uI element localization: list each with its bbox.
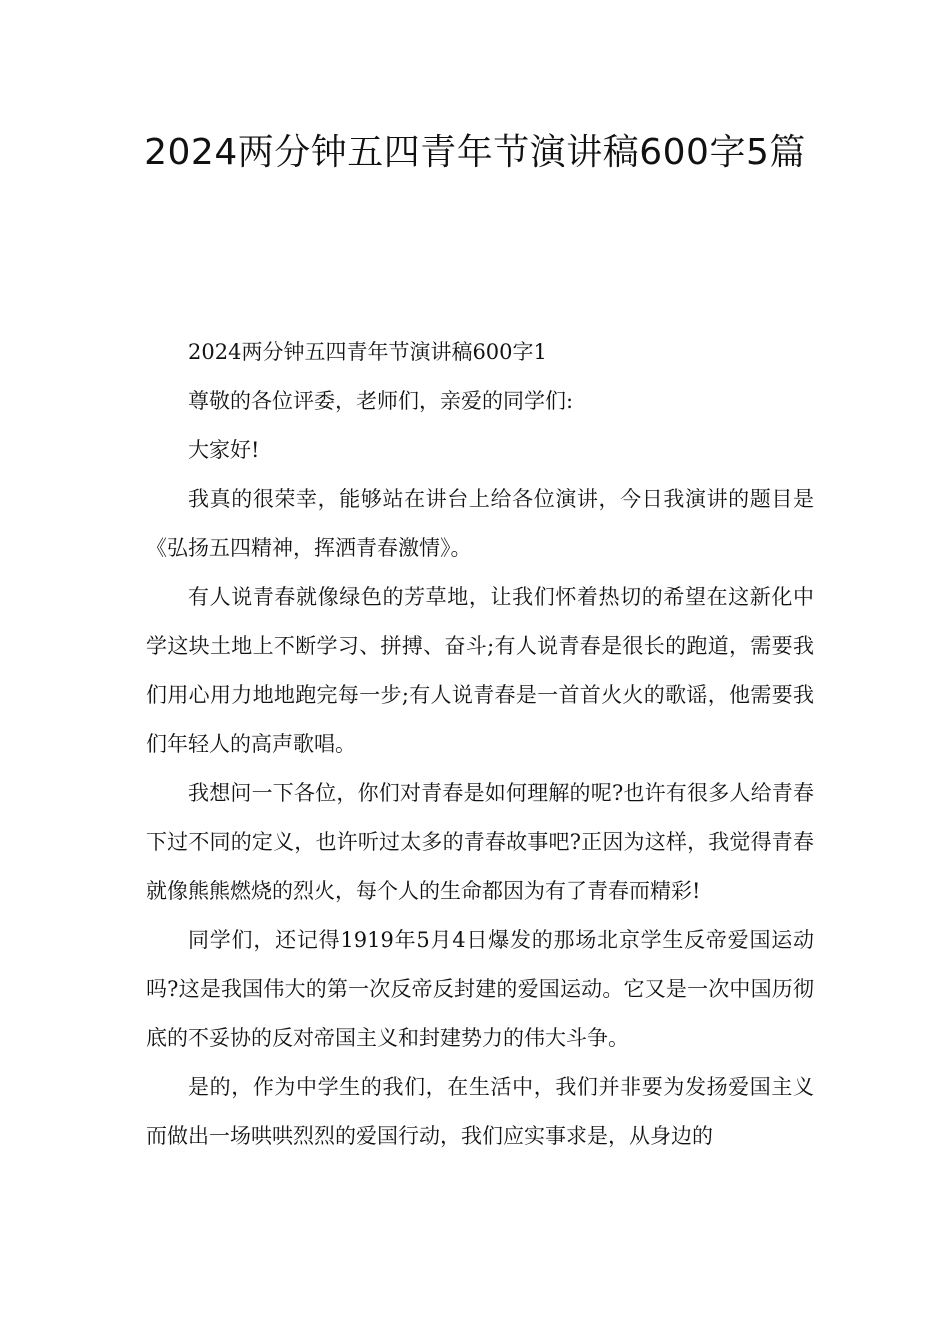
paragraph-greeting: 大家好! — [188, 438, 260, 462]
paragraph: 同学们，还记得1919年5月4日爆发的那场北京学生反帝爱国运动吗?这是我国伟大的第一次反帝反封建的爱国运动。它又是一次中国历彻底的不妥协的反对帝国主义和封建势力的伟大斗争。 — [146, 928, 814, 1050]
paragraph-salutation: 尊敬的各位评委，老师们，亲爱的同学们: — [188, 389, 574, 413]
document-body — [146, 328, 814, 1161]
paragraph-subtitle: 2024两分钟五四青年节演讲稿600字1 — [188, 340, 547, 364]
paragraph: 我想问一下各位，你们对青春是如何理解的呢?也许有很多人给青春下过不同的定义，也许听过太多的青春故事吧?正因为这样，我觉得青春就像熊熊燃烧的烈火，每个人的生命都因为有了青春而精彩! — [146, 781, 814, 903]
paragraph: 是的，作为中学生的我们，在生活中，我们并非要为发扬爱国主义而做出一场哄哄烈烈的爱国行动，我们应实事求是，从身边的 — [146, 1075, 814, 1148]
paragraph: 我真的很荣幸，能够站在讲台上给各位演讲，今日我演讲的题目是《弘扬五四精神，挥洒青春激情》。 — [146, 487, 814, 560]
paragraph: 有人说青春就像绿色的芳草地，让我们怀着热切的希望在这新化中学这块土地上不断学习、拼搏、奋斗;有人说青春是很长的跑道，需要我们用心用力地地跑完每一步;有人说青春是一首首火火的歌谣，他需要我们年轻人的高声歌唱。 — [146, 585, 814, 756]
document-title: 2024两分钟五四青年节演讲稿600字5篇 — [144, 132, 806, 173]
